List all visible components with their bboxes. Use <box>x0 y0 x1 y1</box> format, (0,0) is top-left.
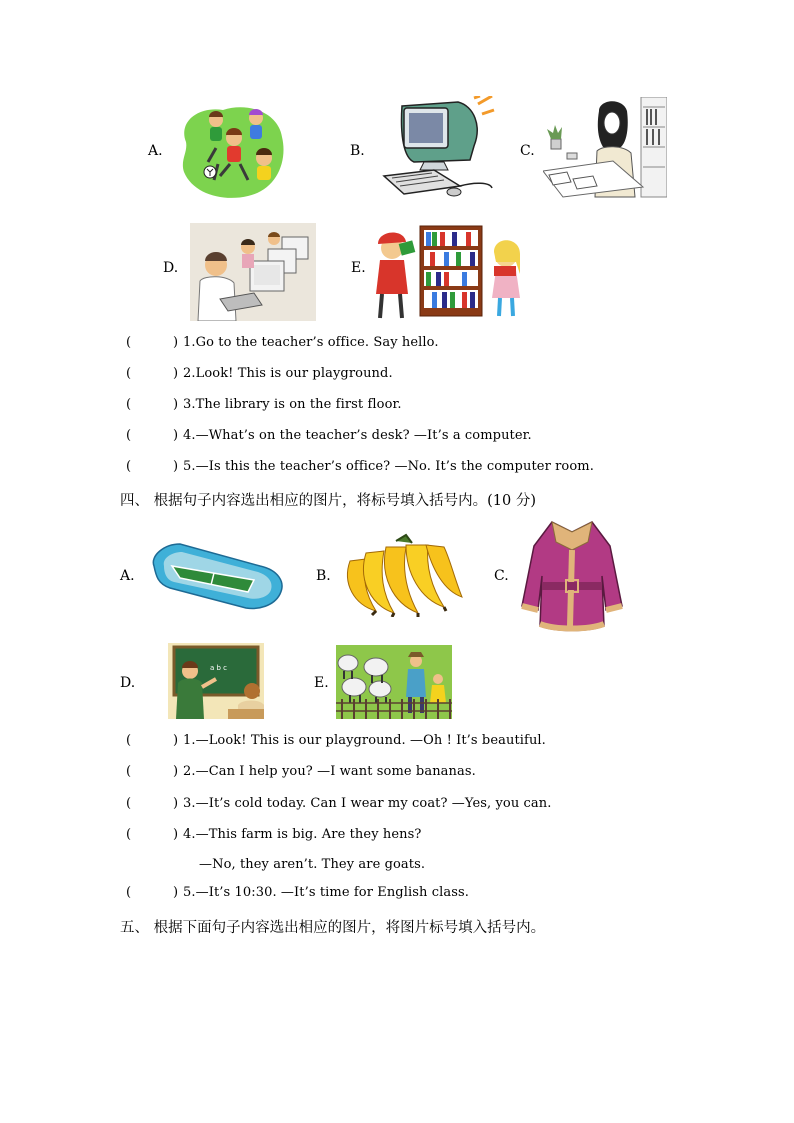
section3-question-5: ( ) 5.—Is this the teacher’s office? —No. It’s the computer room. <box>126 459 594 474</box>
computer-image <box>374 96 496 202</box>
section4-heading: 四、 根据句子内容选出相应的图片，将标号填入括号内。(10 分) <box>120 493 536 509</box>
option-a-label: A. <box>148 143 163 159</box>
answer-blank-open[interactable]: ( <box>126 459 132 474</box>
farm-goats-image <box>336 645 452 719</box>
answer-blank-open[interactable]: ( <box>126 885 132 900</box>
section4-question-2: ( ) 2.—Can I help you? —I want some bananas. <box>126 764 476 779</box>
option-b-label: B. <box>350 143 365 159</box>
section5-heading: 五、 根据下面句子内容选出相应的图片，将图片标号填入括号内。 <box>120 920 546 936</box>
section3-question-3: ( ) 3.The library is on the first floor. <box>126 397 402 412</box>
option-c-label: C. <box>520 143 535 159</box>
answer-blank-open[interactable]: ( <box>126 733 132 748</box>
library-bookshelf-image <box>370 222 530 322</box>
option-b-label: B. <box>316 568 331 584</box>
section4-question-5: ( ) 5.—It’s 10:30. —It’s time for English class. <box>126 885 469 900</box>
answer-blank-open[interactable]: ( <box>126 796 132 811</box>
option-c-label: C. <box>494 568 509 584</box>
option-e-label: E. <box>314 675 329 691</box>
coat-image <box>518 516 626 634</box>
blackboard-text: a b c <box>210 664 228 672</box>
answer-blank-open[interactable]: ( <box>126 827 132 842</box>
section4-question-4-answer: —No, they aren’t. They are goats. <box>199 857 426 872</box>
section4-question-3: ( ) 3.—It’s cold today. Can I wear my coat? —Yes, you can. <box>126 796 552 811</box>
teacher-at-desk-image <box>543 97 667 203</box>
section4-question-1: ( ) 1.—Look! This is our playground. —Oh ! It’s beautiful. <box>126 733 546 748</box>
answer-blank-open[interactable]: ( <box>126 764 132 779</box>
section4-question-4: ( ) 4.—This farm is big. Are they hens? <box>126 827 422 842</box>
answer-blank-open[interactable]: ( <box>126 428 132 443</box>
playground-track-image <box>150 536 286 614</box>
section3-question-1: ( ) 1.Go to the teacher’s office. Say hello. <box>126 335 439 350</box>
bananas-image <box>340 531 466 617</box>
section3-question-4: ( ) 4.—What’s on the teacher’s desk? —It’s a computer. <box>126 428 532 443</box>
option-e-label: E. <box>351 260 366 276</box>
english-class-image <box>168 643 264 719</box>
computer-room-image <box>190 223 316 321</box>
option-d-label: D. <box>120 675 136 691</box>
section3-question-2: ( ) 2.Look! This is our playground. <box>126 366 393 381</box>
children-playing-football-image <box>178 102 286 200</box>
answer-blank-open[interactable]: ( <box>126 366 132 381</box>
option-a-label: A. <box>120 568 135 584</box>
option-d-label: D. <box>163 260 179 276</box>
answer-blank-open[interactable]: ( <box>126 335 132 350</box>
answer-blank-open[interactable]: ( <box>126 397 132 412</box>
